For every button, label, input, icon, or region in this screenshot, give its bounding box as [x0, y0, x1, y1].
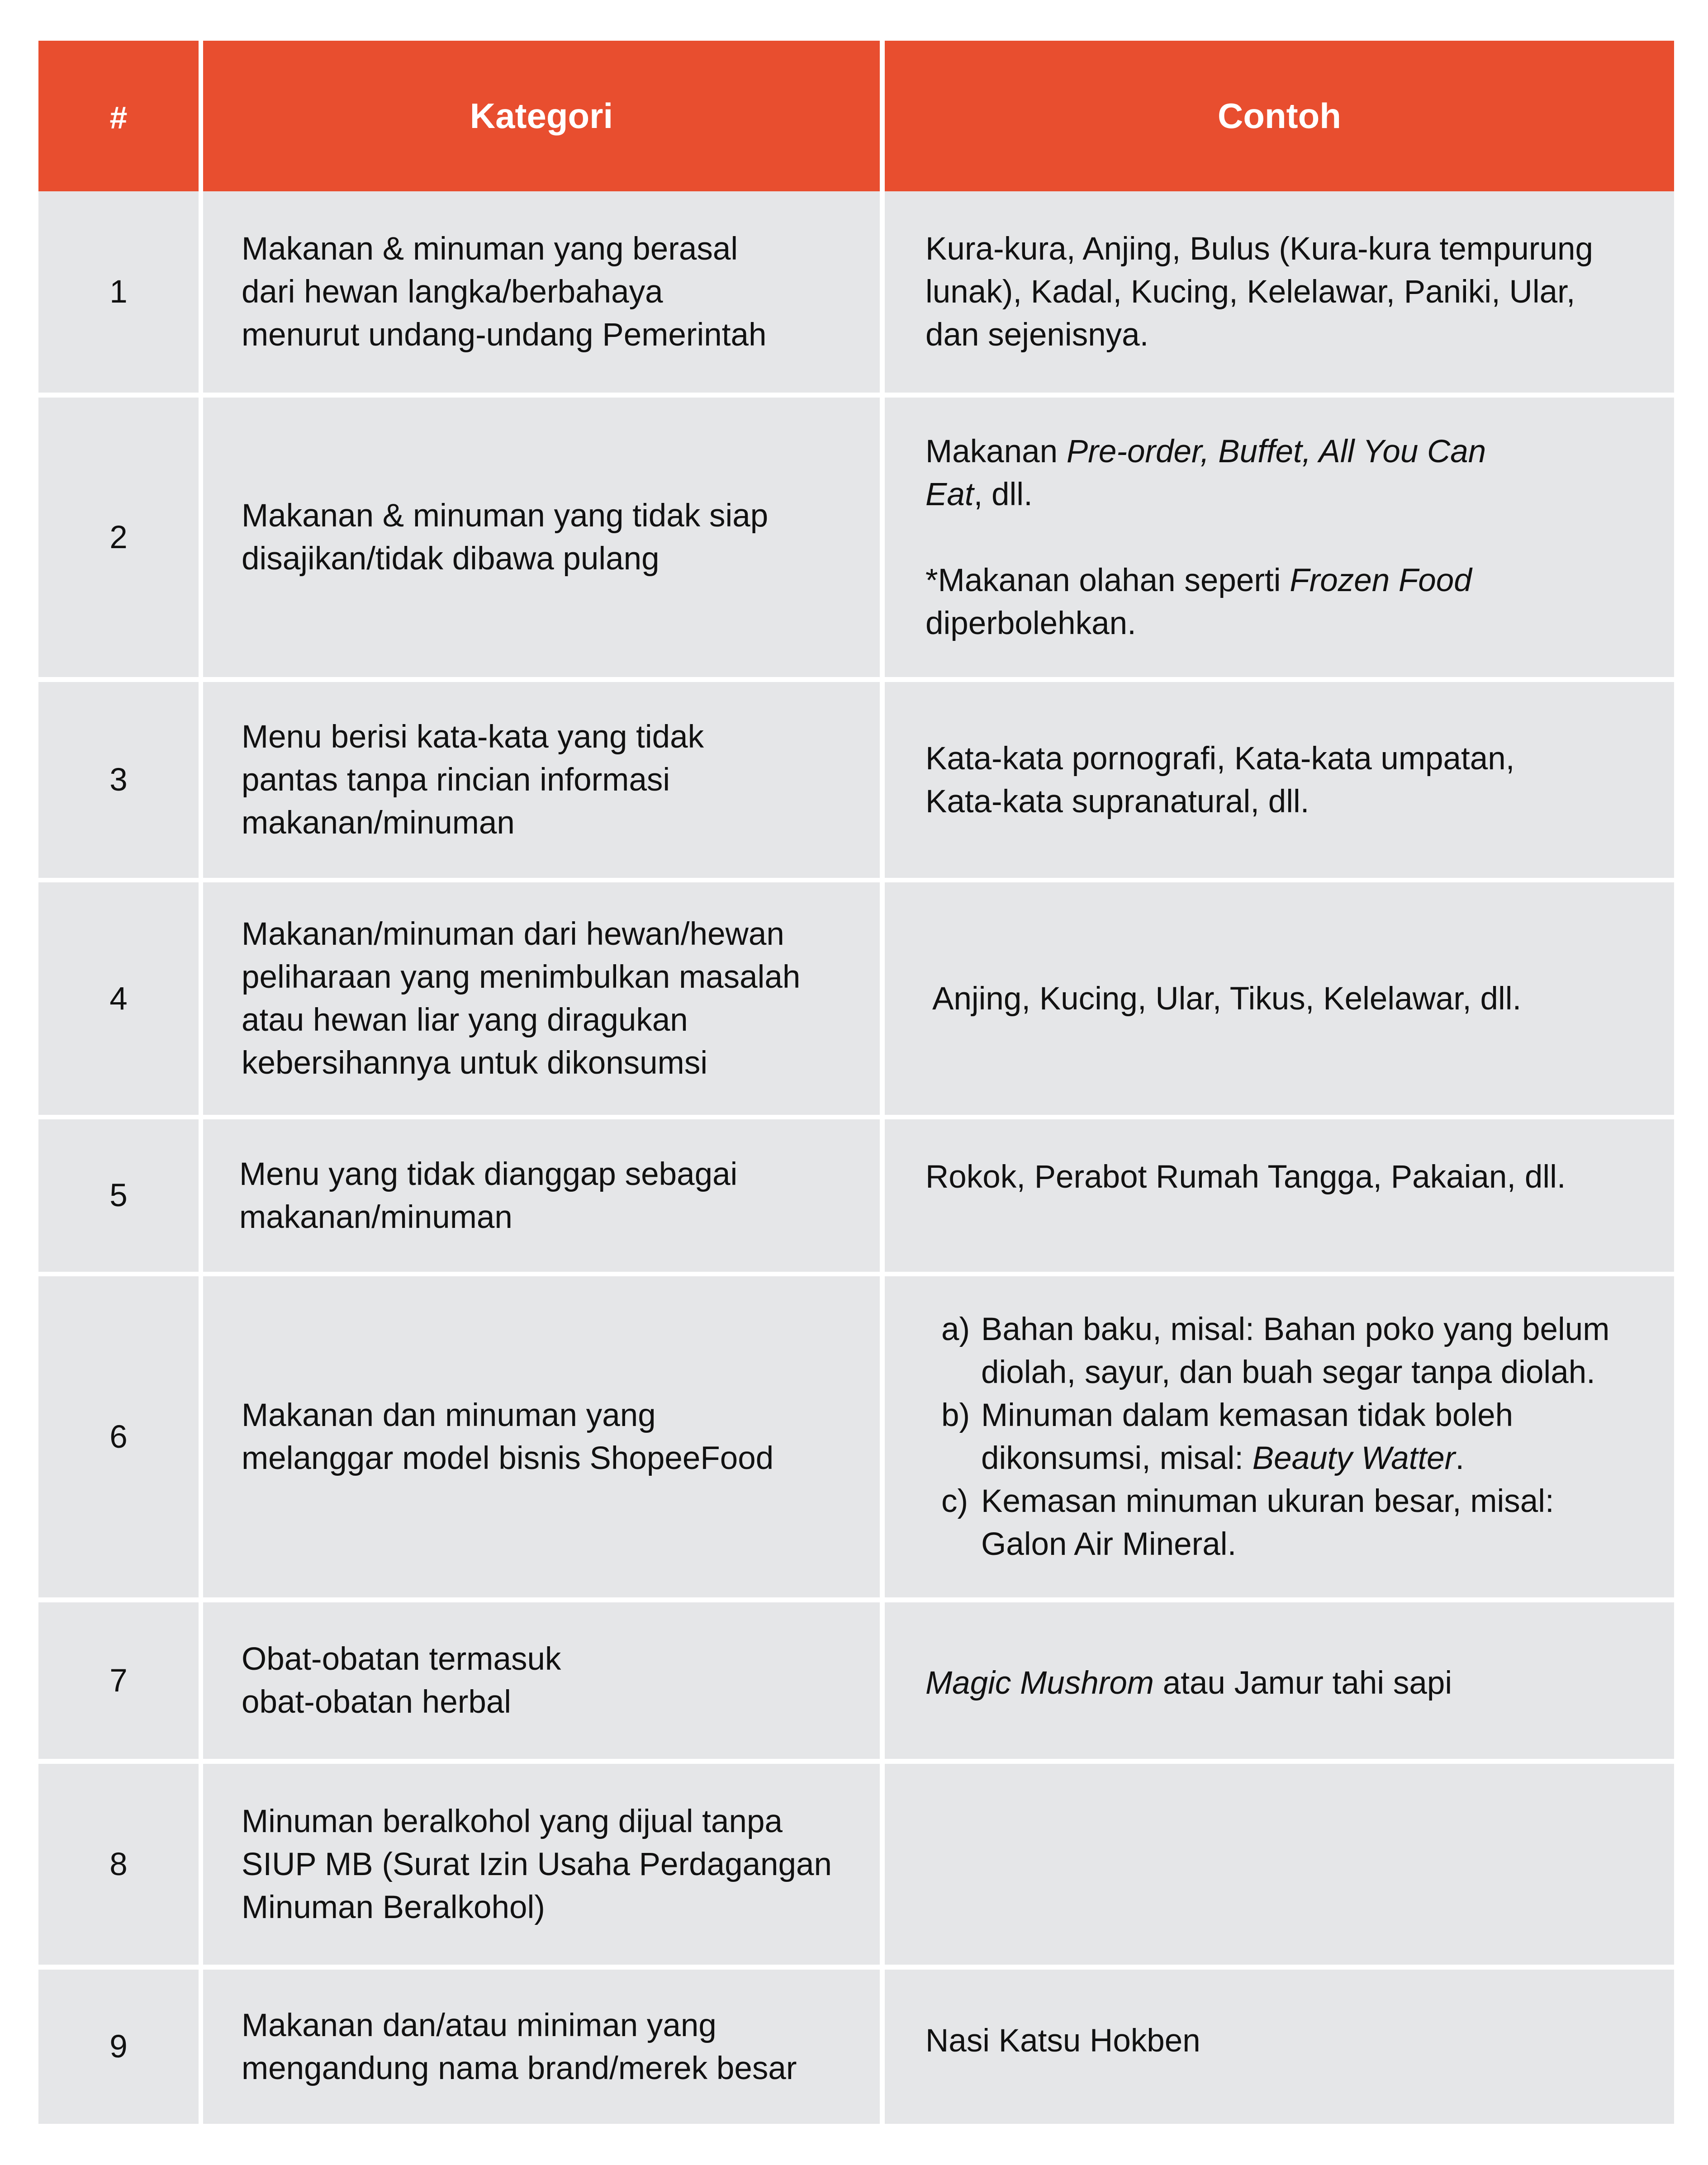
list-marker: b) [941, 1398, 970, 1433]
list-item-text: . [1455, 1440, 1465, 1476]
contoh-italic-text: Magic Mushrom [925, 1665, 1154, 1701]
kategori-cell [203, 1119, 880, 1272]
kategori-text: Makanan & minuman yang tidak siap disajikan/tidak dibawa pulang [242, 498, 769, 577]
list-item-italic-text: Beauty Watter [1252, 1440, 1456, 1476]
contoh-italic-text: Eat [925, 476, 974, 512]
contoh-text: Nasi Katsu Hokben [925, 2023, 1200, 2059]
paragraph-spacer [925, 516, 1486, 559]
contoh-text: Makanan [925, 433, 1067, 469]
contoh-text: Kura-kura, Anjing, Bulus (Kura-kura tempurung lunak), Kadal, Kucing, Kelelawar, Paniki, Ular, dan sejenisnya. [925, 231, 1593, 353]
list-item-text: Minuman dalam kemasan tidak boleh dikonsumsi, misal: [981, 1398, 1513, 1476]
kategori-cell [203, 398, 880, 677]
table-row [38, 1602, 1674, 1759]
kategori-cell [203, 682, 880, 878]
contoh-list [941, 1308, 1609, 1566]
table-row [38, 1764, 1674, 1965]
header-kategori: Kategori [203, 41, 880, 191]
contoh-text: Kata-kata pornografi, Kata-kata umpatan, Kata-kata supranatural, dll. [925, 740, 1515, 820]
table-row [38, 191, 1674, 393]
table-row [38, 1276, 1674, 1597]
header-contoh: Contoh [885, 41, 1674, 191]
kategori-cell [203, 1276, 880, 1597]
table-row [38, 682, 1674, 878]
contoh-cell [885, 398, 1674, 677]
list-item [941, 1308, 1609, 1394]
kategori-text: Makanan/minuman dari hewan/hewan peliharaan yang menimbulkan masalah atau hewan liar yang diragukan kebersihannya untuk dikonsumsi [242, 916, 801, 1081]
list-marker: c) [941, 1483, 968, 1519]
list-marker: a) [941, 1312, 970, 1347]
row-number: 8 [38, 1764, 199, 1965]
list-item [941, 1394, 1609, 1480]
contoh-content [925, 1662, 1452, 1705]
contoh-cell [885, 682, 1674, 878]
row-number: 6 [38, 1276, 199, 1597]
list-item [941, 1480, 1609, 1566]
row-number: 9 [38, 1970, 199, 2124]
contoh-italic-text: Frozen Food [1290, 562, 1472, 598]
list-item-text: Bahan baku, misal: Bahan poko yang belum diolah, sayur, dan buah segar tanpa diolah. [981, 1312, 1610, 1390]
row-number: 7 [38, 1602, 199, 1759]
contoh-text: Anjing, Kucing, Ular, Tikus, Kelelawar, dll. [932, 981, 1522, 1017]
contoh-cell [885, 1119, 1674, 1272]
kategori-text: Makanan dan/atau miniman yang mengandung nama brand/merek besar [242, 2007, 797, 2086]
table-row [38, 398, 1674, 677]
row-number: 2 [38, 398, 199, 677]
contoh-paragraph-2 [925, 559, 1486, 645]
row-number: 5 [38, 1119, 199, 1272]
contoh-paragraph-1 [925, 430, 1486, 516]
contoh-italic-text: Pre-order, Buffet, All You Can [1066, 433, 1486, 469]
kategori-text: Minuman beralkohol yang dijual tanpa SIUP MB (Surat Izin Usaha Perdagangan Minuman Beralkohol) [242, 1803, 832, 1925]
table-row [38, 882, 1674, 1115]
kategori-text: Obat-obatan termasuk obat-obatan herbal [242, 1641, 561, 1720]
contoh-cell [885, 191, 1674, 393]
contoh-text: atau Jamur tahi sapi [1154, 1665, 1452, 1701]
contoh-text: diperbolehkan. [925, 605, 1136, 641]
contoh-text: Rokok, Perabot Rumah Tangga, Pakaian, dll. [925, 1159, 1566, 1195]
contoh-cell [885, 1602, 1674, 1759]
kategori-cell [203, 882, 880, 1115]
header-number: # [38, 41, 199, 191]
kategori-cell [203, 1970, 880, 2124]
row-number: 3 [38, 682, 199, 878]
kategori-cell [203, 1602, 880, 1759]
kategori-cell [203, 191, 880, 393]
table-header-row [38, 41, 1674, 191]
kategori-text: Menu berisi kata-kata yang tidak pantas tanpa rincian informasi makanan/minuman [242, 719, 704, 841]
kategori-cell [203, 1764, 880, 1965]
kategori-text: Makanan dan minuman yang melanggar model bisnis ShopeeFood [242, 1398, 774, 1476]
kategori-text: Menu yang tidak dianggap sebagai makanan/minuman [239, 1156, 738, 1235]
contoh-content [925, 430, 1486, 645]
table-row [38, 1970, 1674, 2124]
row-number: 1 [38, 191, 199, 393]
contoh-text: *Makanan olahan seperti [925, 562, 1290, 598]
contoh-cell [885, 1764, 1674, 1965]
list-item-text: Kemasan minuman ukuran besar, misal: Galon Air Mineral. [981, 1483, 1554, 1562]
contoh-cell [885, 1970, 1674, 2124]
contoh-cell [885, 1276, 1674, 1597]
table-row [38, 1119, 1674, 1272]
contoh-cell [885, 882, 1674, 1115]
kategori-text: Makanan & minuman yang berasal dari hewan langka/berbahaya menurut undang-undang Pemerintah [242, 231, 767, 353]
row-number: 4 [38, 882, 199, 1115]
contoh-text: , dll. [973, 476, 1033, 512]
